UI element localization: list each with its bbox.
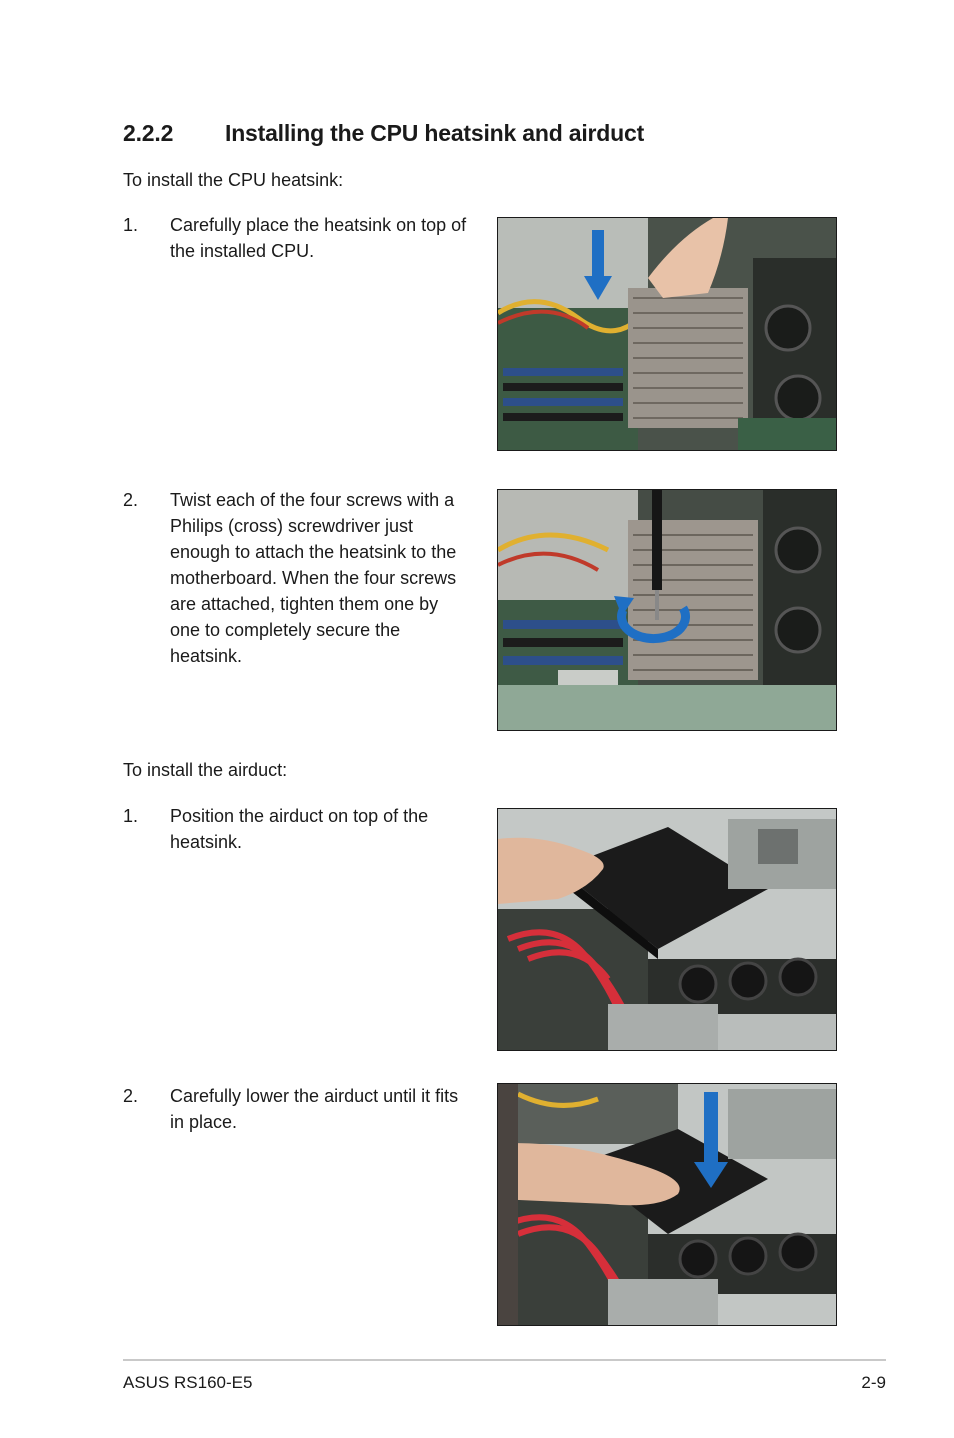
step-number: 1. [123, 806, 139, 826]
section-number: 2.2.2 [123, 120, 174, 146]
step-number: 2. [123, 1086, 139, 1106]
footer-rule [123, 1359, 886, 1361]
heatsink-step-1 [123, 212, 473, 264]
figure-lower-airduct [497, 1083, 837, 1326]
step-number: 2. [123, 490, 139, 510]
section-title: Installing the CPU heatsink and airduct [225, 120, 645, 146]
footer-page-number: 2-9 [861, 1373, 886, 1392]
figure-tighten-screws [497, 489, 837, 731]
footer-product: ASUS RS160-E5 [123, 1373, 253, 1392]
section-heading [123, 120, 644, 147]
step-text: Carefully place the heatsink on top of the installed CPU. [170, 215, 467, 261]
figure-position-airduct [497, 808, 837, 1051]
heatsink-step-2 [123, 487, 473, 669]
figure-place-heatsink [497, 217, 837, 451]
heatsink-intro: To install the CPU heatsink: [123, 170, 344, 190]
airduct-intro: To install the airduct: [123, 760, 288, 780]
step-text: Twist each of the four screws with a Philips (cross) screwdriver just enough to attach the heatsink to the motherboard. When the four screws are attached, tighten them one by one to completely secure the heatsink. [170, 490, 457, 666]
step-text: Carefully lower the airduct until it fits in place. [170, 1086, 459, 1132]
airduct-step-2 [123, 1083, 473, 1135]
airduct-step-1 [123, 803, 473, 855]
step-number: 1. [123, 215, 139, 235]
step-text: Position the airduct on top of the heatsink. [170, 806, 429, 852]
